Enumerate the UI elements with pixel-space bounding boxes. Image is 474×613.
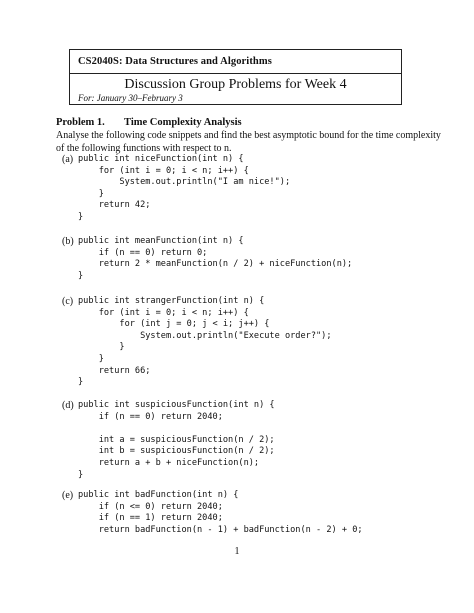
document-title: Discussion Group Problems for Week 4	[124, 77, 347, 92]
problem-title: Time Complexity Analysis	[124, 117, 242, 128]
code-block: public int badFunction(int n) { if (n <= 0) return 2040; if (n == 1) return 2040; return badFunction(n - 1) + badFunction(n - 2) + 0;	[78, 490, 363, 535]
snippet-label: (e)	[62, 490, 74, 501]
date-range: For: January 30–February 3	[78, 93, 183, 103]
snippet-label: (b)	[62, 236, 74, 247]
snippet-label: (a)	[62, 154, 74, 165]
header-box	[69, 49, 402, 105]
code-block: public int niceFunction(int n) { for (int i = 0; i < n; i++) { System.out.println("I am nice!"); } return 42; }	[78, 154, 291, 222]
header-divider	[70, 73, 401, 74]
intro-line: Analyse the following code snippets and find the best asymptotic bound for the time complexity	[56, 130, 441, 141]
code-block: public int strangerFunction(int n) { for (int i = 0; i < n; i++) { for (int j = 0; j < i; j++) { System.out.println("Execute order?"); } } return 66; }	[78, 296, 332, 388]
course-title: CS2040S: Data Structures and Algorithms	[78, 56, 272, 67]
problem-intro	[56, 129, 441, 155]
snippet-label: (c)	[62, 296, 74, 307]
code-block: public int suspiciousFunction(int n) { if (n == 0) return 2040; int a = suspiciousFunction(n / 2); int b = suspiciousFunction(n / 2); return a + b + niceFunction(n); }	[78, 400, 275, 480]
page-number: 1	[234, 546, 240, 557]
intro-line: of the following functions with respect to n.	[56, 143, 232, 154]
problem-heading	[56, 117, 242, 128]
code-block: public int meanFunction(int n) { if (n == 0) return 0; return 2 * meanFunction(n / 2) + niceFunction(n); }	[78, 236, 353, 281]
problem-number: Problem 1.	[56, 117, 105, 128]
snippet-label: (d)	[62, 400, 74, 411]
